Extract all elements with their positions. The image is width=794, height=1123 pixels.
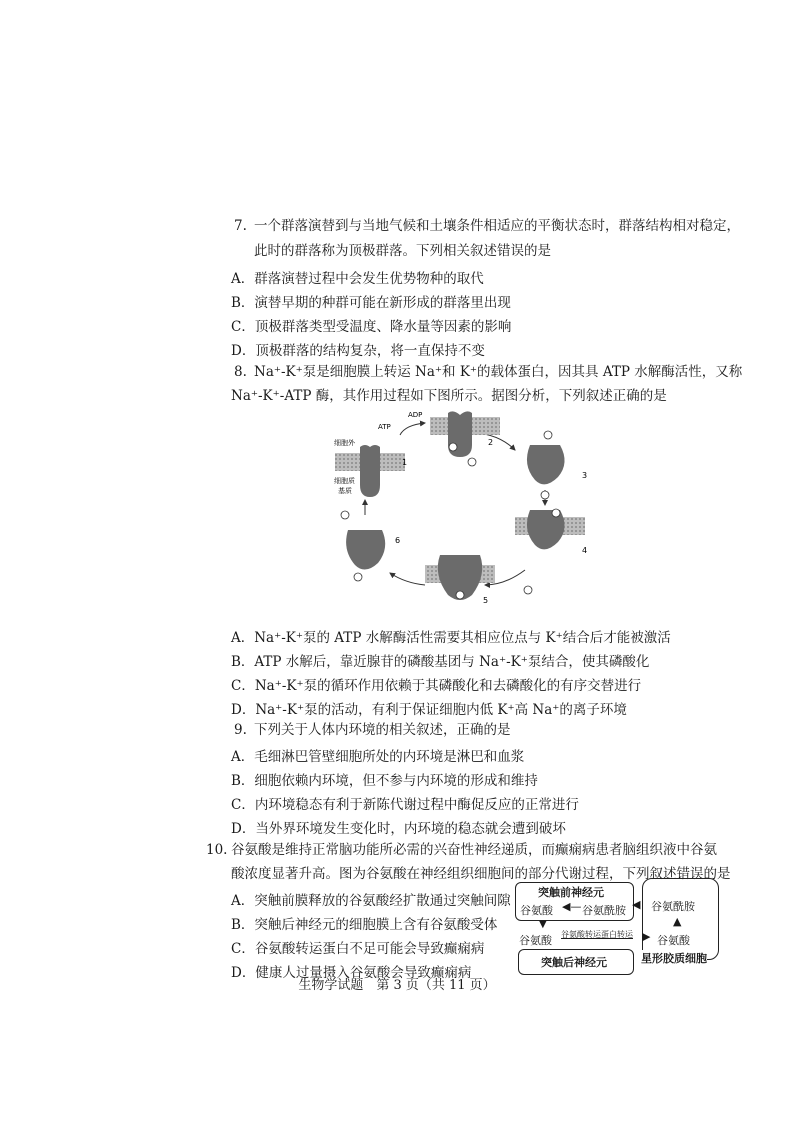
q9-option-d: D．当外界环境发生变化时，内环境的稳态就会遭到破坏 bbox=[231, 821, 566, 837]
transporter-label: 谷氨酸转运蛋白转运 bbox=[561, 930, 633, 939]
page-footer: 生物学试题 第 3 页（共 11 页） bbox=[298, 978, 496, 993]
q8-stem-line2: Na⁺-K⁺-ATP 酶，其作用过程如下图所示。据图分析，下列叙述正确的是 bbox=[231, 388, 667, 404]
glutamate-figure bbox=[515, 878, 720, 978]
q10-option-c: C．谷氨酸转运蛋白不足可能会导致癫痫病 bbox=[231, 941, 485, 957]
na-k-pump-cycle-figure bbox=[330, 405, 610, 615]
astrocyte-box bbox=[641, 878, 719, 965]
arrow-down: ▼ bbox=[539, 919, 547, 930]
q7-option-a: A．群落演替过程中会发生优势物种的取代 bbox=[231, 271, 484, 287]
gln-node-1: 谷氨酰胺 bbox=[582, 904, 626, 917]
arrow-left-1: ◀— bbox=[562, 900, 582, 913]
glu-node-3: 谷氨酸 bbox=[657, 934, 690, 947]
q7-number: 7. bbox=[234, 218, 247, 234]
glu-node-2: 谷氨酸 bbox=[519, 934, 552, 947]
step-5: 5 bbox=[483, 596, 489, 605]
gln-node-2: 谷氨酰胺 bbox=[651, 900, 695, 913]
q10-option-a: A．突触前膜释放的谷氨酸经扩散通过突触间隙 bbox=[231, 893, 511, 909]
q8-option-a: A．Na⁺-K⁺泵的 ATP 水解酶活性需要其相应位点与 K⁺结合后才能被激活 bbox=[231, 630, 671, 646]
step-2: 2 bbox=[488, 438, 494, 447]
q8-option-c: C．Na⁺-K⁺泵的循环作用依赖于其磷酸化和去磷酸化的有序交替进行 bbox=[231, 678, 642, 694]
label-extracellular: 细胞外 bbox=[334, 439, 355, 447]
q9-option-c: C．内环境稳态有利于新陈代谢过程中酶促反应的正常进行 bbox=[231, 797, 579, 813]
label-cytoplasm: 细胞质 bbox=[334, 477, 355, 485]
step-6: 6 bbox=[395, 536, 401, 545]
q7-option-c: C．顶极群落类型受温度、降水量等因素的影响 bbox=[231, 319, 512, 335]
q9-option-a: A．毛细淋巴管壁细胞所处的内环境是淋巴和血浆 bbox=[231, 749, 525, 765]
q8-option-b: B．ATP 水解后，靠近腺苷的磷酸基团与 Na⁺-K⁺泵结合，使其磷酸化 bbox=[231, 654, 650, 670]
pre-neuron-box bbox=[515, 882, 634, 921]
label-adp: ADP bbox=[408, 411, 423, 419]
arrow-right: ▶ bbox=[642, 930, 651, 943]
label-atp: ATP bbox=[378, 423, 391, 431]
pre-neuron-label: 突触前神经元 bbox=[538, 886, 604, 899]
label-matrix: 基质 bbox=[338, 487, 352, 495]
q8-option-d: D．Na⁺-K⁺泵的活动，有利于保证细胞内低 K⁺高 Na⁺的离子环境 bbox=[231, 702, 627, 718]
glu-node-1: 谷氨酸 bbox=[520, 904, 553, 917]
post-neuron-label: 突触后神经元 bbox=[541, 956, 607, 969]
arrow-up: ▲ bbox=[673, 915, 682, 928]
q7-stem-line2: 此时的群落称为顶极群落。下列相关叙述错误的是 bbox=[254, 243, 551, 259]
q7-stem-line1: 一个群落演替到与当地气候和土壤条件相适应的平衡状态时，群落结构相对稳定， bbox=[254, 218, 740, 234]
q10-number: 10. bbox=[206, 842, 228, 858]
step-3: 3 bbox=[582, 471, 588, 480]
post-neuron-box bbox=[518, 949, 634, 975]
step-1: 1 bbox=[402, 458, 408, 467]
arrow-left-2: ◀ bbox=[632, 898, 641, 911]
q10-option-b: B．突触后神经元的细胞膜上含有谷氨酸受体 bbox=[231, 917, 498, 933]
q8-stem-line1: Na⁺-K⁺泵是细胞膜上转运 Na⁺和 K⁺的载体蛋白，因其具 ATP 水解酶活性，又称 bbox=[254, 364, 743, 380]
q10-stem-line1: 谷氨酸是维持正常脑功能所必需的兴奋性神经递质，而癫痫病患者脑组织液中谷氨 bbox=[231, 842, 717, 858]
astrocyte-label: 星形胶质细胞 bbox=[641, 952, 707, 965]
q10-stem-line2: 酸浓度显著升高。图为谷氨酸在神经组织细胞间的部分代谢过程，下列叙述错误的是 bbox=[231, 866, 731, 882]
q8-number: 8. bbox=[234, 364, 247, 380]
q7-option-b: B．演替早期的种群可能在新形成的群落里出现 bbox=[231, 295, 511, 311]
q9-stem: 下列关于人体内环境的相关叙述，正确的是 bbox=[254, 722, 511, 738]
step-4: 4 bbox=[582, 546, 588, 555]
q9-number: 9. bbox=[234, 722, 247, 738]
q9-option-b: B．细胞依赖内环境，但不参与内环境的形成和维持 bbox=[231, 773, 538, 789]
q10-option-d: D．健康人过量摄入谷氨酸会导致癫痫病 bbox=[231, 965, 472, 981]
q7-option-d: D．顶极群落的结构复杂，将一直保持不变 bbox=[231, 343, 485, 359]
